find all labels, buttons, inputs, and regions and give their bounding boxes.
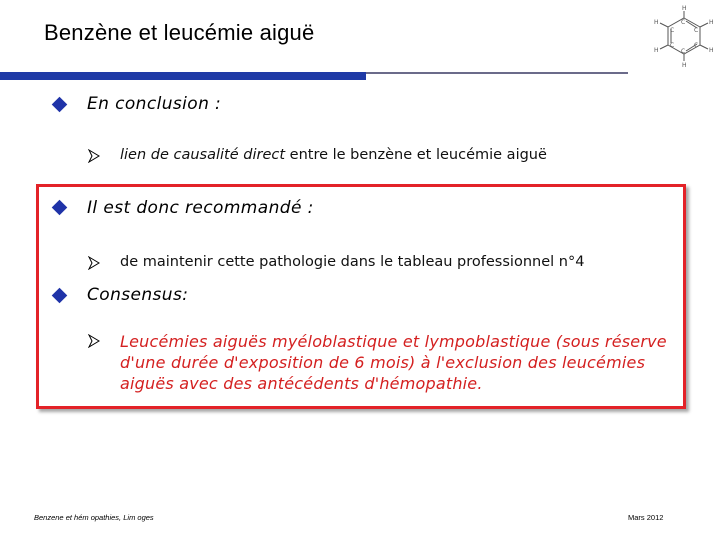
consensus-text: Leucémies aiguës myéloblastique et lympoblastique (sous réserve d'une durée d'exposition de 6 mois) à l'exclusion des leucémies aiguës avec des antécédents d'hémopathie. <box>120 332 667 393</box>
svg-text:C: C <box>694 42 699 49</box>
svg-text:H: H <box>654 47 659 54</box>
svg-text:H: H <box>709 19 714 26</box>
svg-text:C: C <box>670 27 675 34</box>
footer-source: Benzene et hém opathies, Lim oges <box>34 513 154 522</box>
point-subitem: de maintenir cette pathologie dans le tableau professionnel n°4 <box>120 254 585 270</box>
footer-date: Mars 2012 <box>628 513 664 522</box>
causality-emphasis: lien de causalité direct <box>120 147 286 163</box>
arrowhead-bullet-icon <box>88 334 100 348</box>
point-subitem <box>120 147 547 163</box>
svg-text:C: C <box>694 27 699 34</box>
arrowhead-bullet-icon <box>88 256 100 270</box>
svg-text:C: C <box>670 42 675 49</box>
arrowhead-bullet-icon <box>88 149 100 163</box>
causality-rest: entre le benzène et leucémie aiguë <box>285 147 547 163</box>
diamond-bullet-icon <box>52 97 68 113</box>
title-underline-line <box>366 72 628 74</box>
title-underline-bar <box>0 72 366 80</box>
svg-text:H: H <box>682 62 687 68</box>
slide-title: Benzène et leucémie aiguë <box>44 20 315 45</box>
point-heading: Il est donc recommandé : <box>87 198 314 218</box>
benzene-molecule-icon <box>648 2 720 68</box>
svg-text:H: H <box>654 19 659 26</box>
point-heading: En conclusion : <box>87 94 222 114</box>
svg-text:H: H <box>682 5 687 12</box>
svg-text:H: H <box>709 47 714 54</box>
point-heading: Consensus: <box>87 285 189 305</box>
svg-text:C: C <box>681 19 686 26</box>
svg-text:C: C <box>681 48 686 55</box>
